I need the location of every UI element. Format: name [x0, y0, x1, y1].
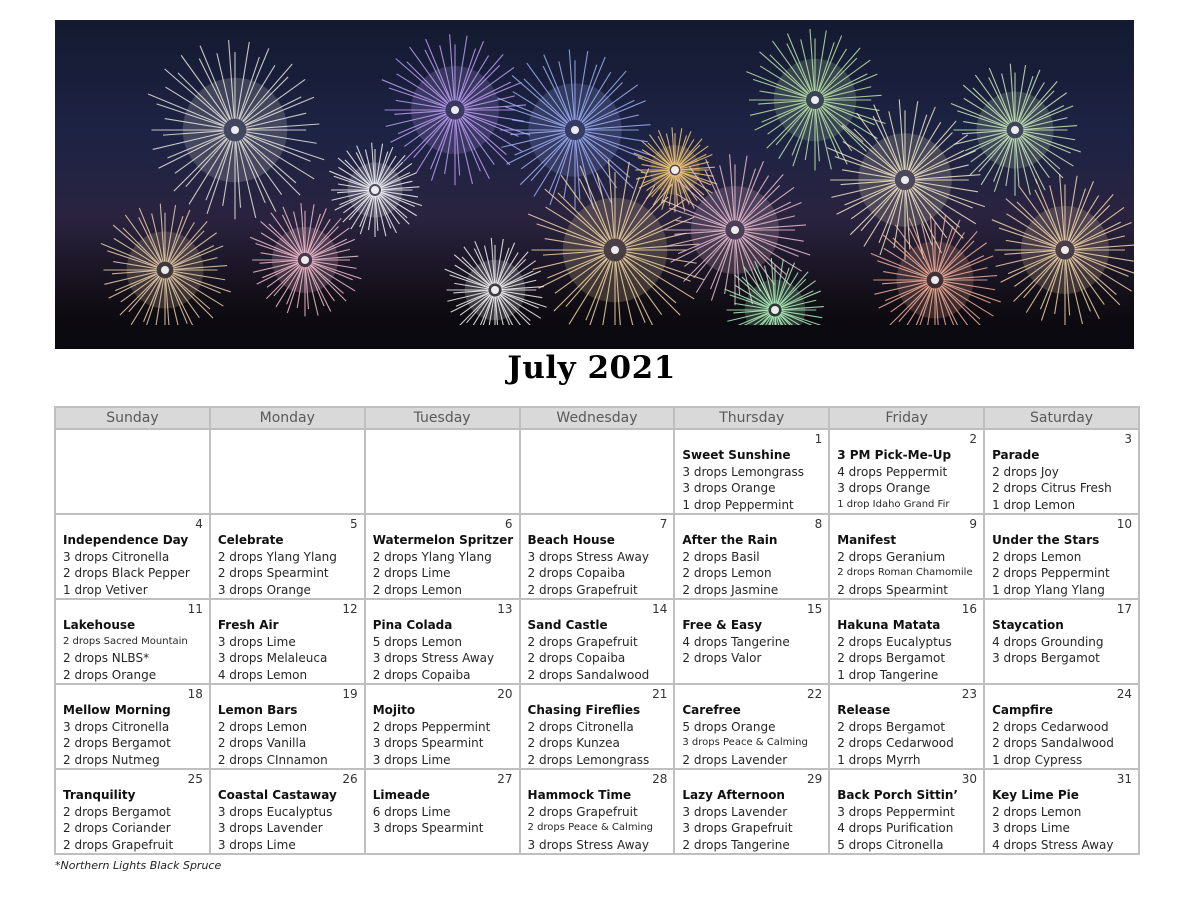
ingredient-line: 2 drops Coriander: [63, 821, 171, 835]
day-cell-10: [984, 514, 1139, 599]
ingredient-line: 2 drops Jasmine: [682, 582, 779, 597]
blend-name: After the Rain: [682, 533, 778, 547]
week-row: [55, 599, 1139, 684]
day-number: 22: [806, 687, 823, 701]
day-cell-26: [210, 769, 365, 854]
blend-recipe: [56, 685, 209, 768]
week-row: [55, 514, 1139, 599]
ingredient-line: 2 drops Nutmeg: [63, 752, 160, 767]
ingredient-line: 2 drops Lemon: [217, 719, 308, 734]
ingredient-line: 1 drop Tangerine: [837, 667, 939, 682]
ingredient-line: 2 drops Peace & Calming: [527, 822, 654, 833]
day-cell-15: [674, 599, 829, 684]
day-cell-8: [674, 514, 829, 599]
ingredient-line: 2 drops Sandalwood: [992, 736, 1114, 750]
weekday-header-row: [55, 407, 1139, 429]
firework-burst: [382, 34, 530, 185]
day-number: 6: [504, 517, 513, 531]
week-row: [55, 684, 1139, 769]
blend-recipe: [56, 515, 209, 598]
ingredient-line: 2 drops Bergamot: [63, 736, 171, 750]
blend-name: Independence Day: [63, 533, 189, 547]
blend-name: Sand Castle: [527, 618, 608, 632]
day-number: 14: [652, 602, 668, 616]
ingredient-line: 2 drops Grapefruit: [527, 804, 638, 819]
ingredient-line: 2 drops Cedarwood: [837, 736, 954, 750]
ingredient-line: 5 drops Lemon: [372, 634, 462, 649]
blend-recipe: [675, 515, 828, 598]
ingredient-line: 2 drops Sacred Mountain: [63, 635, 188, 647]
ingredient-line: 2 drops Grapefruit: [527, 582, 638, 597]
ingredient-line: 2 drops Sandalwood: [527, 667, 650, 682]
day-number: 5: [350, 517, 358, 531]
blend-name: Tranquility: [63, 788, 136, 802]
ingredient-line: 3 drops Stress Away: [527, 837, 649, 852]
blend-recipe: [985, 430, 1138, 513]
ingredient-line: 3 drops Bergamot: [992, 651, 1100, 665]
firework-burst: [101, 204, 231, 336]
ingredient-line: 2 drops Copaiba: [527, 566, 626, 580]
blend-name: Campfire: [992, 703, 1054, 717]
ingredient-line: 2 drops Black Pepper: [63, 566, 190, 580]
weekday-header-monday: Monday: [210, 407, 365, 429]
day-number: 8: [814, 517, 823, 531]
day-cell-1: [674, 429, 829, 514]
blend-name: Manifest: [837, 533, 897, 547]
ingredient-line: 2 drops Joy: [992, 464, 1059, 479]
ingredient-line: 3 drops Lime: [217, 634, 296, 649]
ingredient-line: 3 drops Lavender: [682, 804, 788, 819]
week-row: [55, 429, 1139, 514]
ingredient-line: 2 drops Citronella: [527, 719, 634, 734]
ingredient-line: 2 drops Kunzea: [527, 736, 620, 750]
blend-recipe: [830, 515, 983, 598]
blend-recipe: [985, 770, 1138, 853]
blend-recipe: [675, 600, 828, 667]
ingredient-line: 1 drop Peppermint: [682, 497, 794, 512]
blend-recipe: [366, 685, 519, 768]
ingredient-line: 3 drops Spearmint: [372, 736, 484, 750]
blend-recipe: [830, 430, 983, 513]
ingredient-line: 3 drops Grapefruit: [682, 821, 793, 835]
blend-recipe: [521, 515, 674, 598]
ingredient-line: 2 drops Eucalyptus: [837, 634, 952, 649]
blend-name: Lemon Bars: [217, 703, 298, 717]
day-number: 30: [961, 772, 978, 786]
firework-burst: [827, 99, 985, 259]
blend-recipe: [211, 515, 364, 598]
blend-recipe: [211, 685, 364, 768]
ingredient-line: 3 drops Lavender: [217, 821, 323, 835]
day-cell-11: [55, 599, 210, 684]
ingredient-line: 3 drops Peppermint: [837, 804, 955, 819]
day-cell-9: [829, 514, 984, 599]
ingredient-line: 4 drops Grounding: [992, 634, 1104, 649]
day-number: 7: [659, 517, 668, 531]
day-cell-23: [829, 684, 984, 769]
calendar-body: [55, 429, 1139, 854]
ingredient-line: 3 drops Orange: [682, 481, 776, 495]
ingredient-line: 2 drops Cedarwood: [992, 719, 1109, 734]
day-cell-16: [829, 599, 984, 684]
day-cell-17: [984, 599, 1139, 684]
ingredient-line: 5 drops Orange: [682, 719, 776, 734]
day-number: 27: [497, 772, 513, 786]
ingredient-line: 2 drops Lemon: [992, 804, 1082, 819]
blend-name: Staycation: [992, 618, 1064, 632]
ingredient-line: 2 drops Orange: [63, 667, 157, 682]
ingredient-line: 2 drops Lemon: [682, 566, 772, 580]
blend-name: Coastal Castaway: [217, 788, 337, 802]
ingredient-line: 1 drop Ylang Ylang: [992, 582, 1105, 597]
firework-burst: [992, 174, 1134, 325]
day-cell-19: [210, 684, 365, 769]
ingredient-line: 2 drops Valor: [682, 651, 762, 665]
blend-name: Mojito: [372, 703, 416, 717]
ingredient-line: 2 drops Spearmint: [217, 566, 329, 580]
day-number: 11: [187, 602, 203, 616]
blend-name: Lakehouse: [63, 618, 136, 632]
ingredient-line: 1 drop Lemon: [992, 497, 1076, 512]
ingredient-line: 3 drops Citronella: [63, 549, 170, 564]
blend-name: Fresh Air: [217, 618, 279, 632]
blend-recipe: [521, 685, 674, 768]
ingredient-line: 3 drops Lime: [372, 752, 451, 767]
weekday-header-sunday: Sunday: [55, 407, 210, 429]
blend-name: Under the Stars: [992, 533, 1100, 547]
calendar-grid: [54, 406, 1140, 855]
empty-day-cell: [210, 429, 365, 514]
weekday-header-wednesday: Wednesday: [520, 407, 675, 429]
day-number: 25: [187, 772, 203, 786]
ingredient-line: 2 drops Peppermint: [992, 566, 1110, 580]
day-cell-24: [984, 684, 1139, 769]
blend-recipe: [366, 515, 519, 598]
fireworks-banner-image: [55, 20, 1134, 349]
day-cell-18: [55, 684, 210, 769]
ingredient-line: 2 drops Bergamot: [837, 719, 946, 734]
ingredient-line: 3 drops Orange: [837, 481, 931, 495]
day-cell-14: [520, 599, 675, 684]
day-number: 9: [969, 517, 978, 531]
blend-recipe: [521, 600, 674, 683]
blend-name: Pina Colada: [372, 618, 453, 632]
ingredient-line: 2 drops Bergamot: [837, 651, 946, 665]
blend-name: Mellow Morning: [63, 703, 171, 717]
blend-recipe: [56, 600, 209, 683]
day-number: 31: [1116, 772, 1132, 786]
ingredient-line: 2 drops Basil: [682, 549, 760, 564]
ingredient-line: 2 drops Roman Chamomile: [837, 567, 973, 578]
ingredient-line: 2 drops Citrus Fresh: [992, 481, 1112, 495]
blend-recipe: [830, 600, 983, 683]
blend-name: Key Lime Pie: [992, 788, 1079, 802]
ingredient-line: 4 drops Stress Away: [992, 837, 1114, 852]
day-cell-12: [210, 599, 365, 684]
day-cell-31: [984, 769, 1139, 854]
ingredient-line: 2 drops Ylang Ylang: [372, 549, 492, 564]
ingredient-line: 3 drops Lime: [992, 821, 1070, 835]
day-number: 10: [1116, 517, 1132, 531]
ingredient-line: 2 drops Peppermint: [372, 719, 491, 734]
blend-recipe: [211, 600, 364, 683]
firework-burst: [148, 40, 324, 219]
day-number: 29: [806, 772, 823, 786]
blend-recipe: [366, 600, 519, 683]
day-number: 3: [1124, 432, 1132, 446]
firework-burst: [497, 49, 655, 209]
ingredient-line: 3 drops Spearmint: [372, 821, 484, 835]
ingredient-line: 2 drops Ylang Ylang: [217, 549, 337, 564]
day-number: 20: [497, 687, 513, 701]
ingredient-line: 4 drops Lemon: [217, 667, 308, 682]
ingredient-line: 2 drops Geranium: [837, 549, 946, 564]
ingredient-line: 2 drops Copaiba: [372, 667, 471, 682]
day-number: 18: [187, 687, 203, 701]
day-cell-25: [55, 769, 210, 854]
firework-burst: [951, 64, 1081, 196]
blend-recipe: [675, 770, 828, 853]
blend-name: Back Porch Sittin’: [837, 788, 958, 802]
ingredient-line: 2 drops Copaiba: [527, 651, 626, 665]
day-number: 24: [1116, 687, 1132, 701]
day-cell-13: [365, 599, 520, 684]
weekday-header-tuesday: Tuesday: [365, 407, 520, 429]
ingredient-line: 2 drops Lime: [372, 566, 451, 580]
day-cell-5: [210, 514, 365, 599]
ingredient-line: 3 drops Citronella: [63, 719, 170, 734]
day-number: 1: [814, 432, 823, 446]
day-number: 26: [342, 772, 358, 786]
ingredient-line: 3 drops Peace & Calming: [682, 737, 808, 748]
day-cell-29: [674, 769, 829, 854]
day-cell-30: [829, 769, 984, 854]
blend-recipe: [830, 685, 983, 768]
ingredient-line: 2 drops Lemon: [372, 582, 462, 597]
weekday-header-thursday: Thursday: [674, 407, 829, 429]
day-number: 4: [195, 517, 203, 531]
ingredient-line: 3 drops Stress Away: [527, 549, 649, 564]
ingredient-line: 1 drop Vetiver: [63, 582, 148, 597]
blend-recipe: [675, 685, 828, 768]
day-cell-22: [674, 684, 829, 769]
ingredient-line: 3 drops Eucalyptus: [217, 804, 333, 819]
day-cell-20: [365, 684, 520, 769]
blend-recipe: [830, 770, 983, 853]
day-number: 28: [652, 772, 668, 786]
day-cell-4: [55, 514, 210, 599]
ingredient-line: 3 drops Orange: [217, 582, 311, 597]
ingredient-line: 3 drops Lemongrass: [682, 464, 805, 479]
firework-burst: [746, 29, 885, 171]
ingredient-line: 2 drops Grapefruit: [63, 837, 174, 852]
blend-recipe: [985, 515, 1138, 598]
day-cell-27: [365, 769, 520, 854]
empty-day-cell: [55, 429, 210, 514]
blend-name: Watermelon Spritzer: [372, 533, 514, 547]
week-row: [55, 769, 1139, 854]
day-number: 2: [969, 432, 978, 446]
ingredient-line: 4 drops Peppermit: [837, 464, 948, 479]
weekday-header-friday: Friday: [829, 407, 984, 429]
ingredient-line: 4 drops Tangerine: [682, 634, 790, 649]
skyline-silhouette: [55, 325, 1134, 349]
day-cell-28: [520, 769, 675, 854]
day-number: 23: [961, 687, 978, 701]
blend-name: Chasing Fireflies: [527, 703, 641, 717]
day-number: 17: [1116, 602, 1132, 616]
blend-recipe: [675, 430, 828, 513]
day-cell-21: [520, 684, 675, 769]
ingredient-line: 2 drops NLBS*: [63, 651, 150, 665]
ingredient-line: 6 drops Lime: [372, 804, 451, 819]
day-cell-7: [520, 514, 675, 599]
day-number: 21: [652, 687, 668, 701]
day-number: 12: [342, 602, 358, 616]
blend-name: Hakuna Matata: [837, 618, 941, 632]
ingredient-line: 1 drop Cypress: [992, 752, 1083, 767]
blend-name: Free & Easy: [682, 618, 763, 632]
ingredient-line: 1 drops Myrrh: [837, 752, 921, 767]
ingredient-line: 3 drops Lime: [217, 837, 296, 852]
day-cell-2: [829, 429, 984, 514]
ingredient-line: 3 drops Stress Away: [372, 651, 495, 665]
blend-recipe: [56, 770, 209, 853]
day-number: 15: [806, 602, 823, 616]
ingredient-line: 5 drops Citronella: [837, 837, 944, 852]
ingredient-line: 2 drops CInnamon: [217, 752, 328, 767]
blend-name: Parade: [992, 448, 1040, 462]
blend-name: Beach House: [527, 533, 615, 547]
footnote: *Northern Lights Black Spruce: [55, 859, 222, 872]
ingredient-line: 2 drops Bergamot: [63, 804, 171, 819]
ingredient-line: 1 drop Idaho Grand Fir: [837, 498, 950, 510]
ingredient-line: 2 drops Vanilla: [217, 736, 307, 750]
blend-name: 3 PM Pick-Me-Up: [837, 448, 952, 462]
blend-recipe: [366, 770, 519, 837]
ingredient-line: 2 drops Lemon: [992, 549, 1082, 564]
day-number: 16: [961, 602, 978, 616]
ingredient-line: 2 drops Lemongrass: [527, 752, 650, 767]
empty-day-cell: [365, 429, 520, 514]
blend-name: Release: [837, 703, 891, 717]
day-cell-6: [365, 514, 520, 599]
ingredient-line: 2 drops Spearmint: [837, 582, 949, 597]
blend-recipe: [985, 600, 1138, 667]
day-cell-3: [984, 429, 1139, 514]
blend-name: Hammock Time: [527, 788, 632, 802]
blend-recipe: [211, 770, 364, 853]
day-number: 19: [342, 687, 358, 701]
calendar-title: July 2021: [507, 350, 676, 386]
ingredient-line: 3 drops Melaleuca: [217, 651, 328, 665]
ingredient-line: 2 drops Lavender: [682, 752, 788, 767]
blend-recipe: [985, 685, 1138, 768]
blend-name: Carefree: [682, 703, 741, 717]
blend-name: Limeade: [372, 788, 430, 802]
empty-day-cell: [520, 429, 675, 514]
ingredient-line: 2 drops Grapefruit: [527, 634, 638, 649]
blend-recipe: [521, 770, 674, 853]
blend-name: Celebrate: [217, 533, 284, 547]
day-number: 13: [497, 602, 513, 616]
blend-name: Lazy Afternoon: [682, 788, 785, 802]
fireworks-illustration: [55, 20, 1134, 349]
ingredient-line: 4 drops Purification: [837, 821, 954, 835]
blend-name: Sweet Sunshine: [682, 448, 791, 462]
weekday-header-saturday: Saturday: [984, 407, 1139, 429]
ingredient-line: 2 drops Tangerine: [682, 837, 790, 852]
